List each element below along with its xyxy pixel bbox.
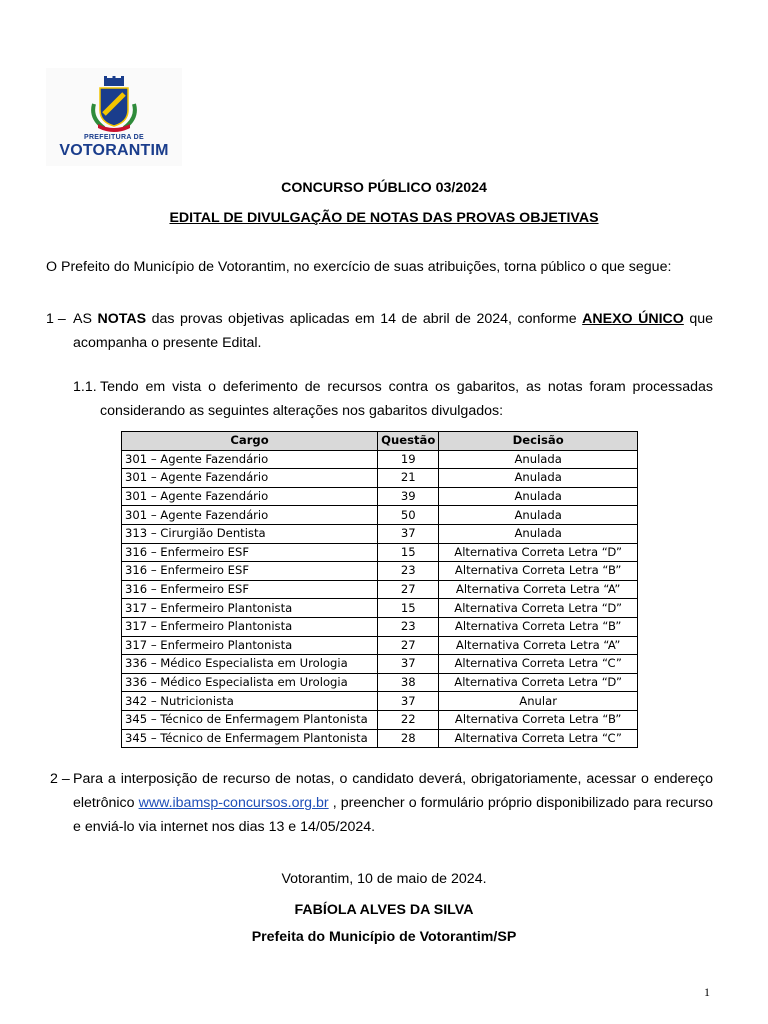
cell-cargo: 317 – Enfermeiro Plantonista	[122, 599, 378, 618]
cell-decisao: Anular	[439, 692, 638, 711]
item-1-paragraph	[73, 307, 713, 355]
cell-cargo: 317 – Enfermeiro Plantonista	[122, 617, 378, 636]
cell-decisao: Anulada	[439, 450, 638, 469]
table-row	[122, 562, 638, 581]
table-row	[122, 524, 638, 543]
cell-decisao: Anulada	[439, 524, 638, 543]
table-row	[122, 636, 638, 655]
cell-cargo: 313 – Cirurgião Dentista	[122, 524, 378, 543]
item-1-bold-anexo: ANEXO ÚNICO	[582, 311, 684, 327]
cell-decisao: Alternativa Correta Letra “C”	[439, 729, 638, 748]
table-row	[122, 655, 638, 674]
table-row	[122, 599, 638, 618]
cell-cargo: 301 – Agente Fazendário	[122, 450, 378, 469]
cell-questao: 19	[378, 450, 439, 469]
cell-questao: 23	[378, 617, 439, 636]
item-2-number: 2 –	[50, 771, 70, 787]
document-title: CONCURSO PÚBLICO 03/2024	[281, 180, 487, 196]
cell-decisao: Alternativa Correta Letra “A”	[439, 580, 638, 599]
table-row	[122, 487, 638, 506]
logo-prefeitura-text: PREFEITURA DE	[83, 134, 145, 141]
item-1-1-number: 1.1.	[73, 379, 97, 395]
cell-questao: 37	[378, 524, 439, 543]
cell-cargo: 316 – Enfermeiro ESF	[122, 562, 378, 581]
cell-cargo: 345 – Técnico de Enfermagem Plantonista	[122, 710, 378, 729]
item-1-text-c: que acompanha o presente Edital.	[73, 311, 714, 351]
cell-cargo: 336 – Médico Especialista em Urologia	[122, 673, 378, 692]
cell-questao: 38	[378, 673, 439, 692]
coat-of-arms-icon	[84, 74, 144, 134]
cell-decisao: Alternativa Correta Letra “B”	[439, 617, 638, 636]
intro-paragraph: O Prefeito do Município de Votorantim, no exercício de suas atribuições, torna público o que segue:	[46, 259, 672, 275]
cell-decisao: Anulada	[439, 506, 638, 525]
cell-questao: 28	[378, 729, 439, 748]
cell-cargo: 342 – Nutricionista	[122, 692, 378, 711]
cell-questao: 37	[378, 655, 439, 674]
table-row	[122, 506, 638, 525]
table-row	[122, 580, 638, 599]
signer-role: Prefeita do Município de Votorantim/SP	[251, 929, 517, 945]
cell-questao: 37	[378, 692, 439, 711]
signer-name: FABÍOLA ALVES DA SILVA	[294, 902, 474, 918]
cell-questao: 27	[378, 636, 439, 655]
ibamsp-website-link[interactable]: www.ibamsp-concursos.org.br	[138, 795, 329, 811]
cell-cargo: 301 – Agente Fazendário	[122, 487, 378, 506]
cell-cargo: 316 – Enfermeiro ESF	[122, 580, 378, 599]
cell-decisao: Alternativa Correta Letra “D”	[439, 599, 638, 618]
logo-city-name: VOTORANTIM	[59, 142, 169, 159]
cell-cargo: 301 – Agente Fazendário	[122, 469, 378, 488]
cell-cargo: 317 – Enfermeiro Plantonista	[122, 636, 378, 655]
cell-questao: 15	[378, 599, 439, 618]
cell-decisao: Alternativa Correta Letra “B”	[439, 710, 638, 729]
table-header-row	[122, 432, 638, 451]
document-date: Votorantim, 10 de maio de 2024.	[281, 871, 487, 887]
table-row	[122, 692, 638, 711]
page-number: 1	[704, 985, 710, 999]
table-row	[122, 450, 638, 469]
cell-decisao: Alternativa Correta Letra “A”	[439, 636, 638, 655]
table-row	[122, 710, 638, 729]
cell-questao: 27	[378, 580, 439, 599]
item-2-text-b: , preencher o formulário próprio disponibilizado para recurso e enviá-lo via internet nos dias 13 e 14/05/2024.	[73, 795, 714, 835]
table-body	[122, 450, 638, 748]
cell-decisao: Alternativa Correta Letra “D”	[439, 673, 638, 692]
cell-questao: 39	[378, 487, 439, 506]
cell-questao: 21	[378, 469, 439, 488]
cell-decisao: Alternativa Correta Letra “C”	[439, 655, 638, 674]
cell-decisao: Alternativa Correta Letra “B”	[439, 562, 638, 581]
cell-questao: 50	[378, 506, 439, 525]
cell-questao: 22	[378, 710, 439, 729]
header-cargo: Cargo	[122, 432, 378, 451]
item-2-paragraph	[73, 767, 713, 839]
document-subtitle: EDITAL DE DIVULGAÇÃO DE NOTAS DAS PROVAS OBJETIVAS	[169, 210, 599, 226]
item-1-bold-notas: NOTAS	[97, 311, 147, 327]
item-1-text-a: AS	[73, 311, 98, 327]
prefeitura-logo	[46, 68, 182, 166]
cell-decisao: Anulada	[439, 487, 638, 506]
cell-questao: 15	[378, 543, 439, 562]
item-2-text-a: Para a interposição de recurso de notas, o candidato deverá, obrigatoriamente, acessar o endereço eletrônico	[73, 771, 713, 811]
table-row	[122, 673, 638, 692]
cell-decisao: Anulada	[439, 469, 638, 488]
table-row	[122, 543, 638, 562]
cell-cargo: 345 – Técnico de Enfermagem Plantonista	[122, 729, 378, 748]
cell-cargo: 336 – Médico Especialista em Urologia	[122, 655, 378, 674]
cell-decisao: Alternativa Correta Letra “D”	[439, 543, 638, 562]
table-row	[122, 617, 638, 636]
cell-cargo: 316 – Enfermeiro ESF	[122, 543, 378, 562]
item-1-1-paragraph: Tendo em vista o deferimento de recursos contra os gabaritos, as notas foram processadas considerando as seguintes alterações nos gabaritos divulgados:	[100, 379, 713, 419]
header-questao: Questão	[378, 432, 439, 451]
table-row	[122, 469, 638, 488]
cell-cargo: 301 – Agente Fazendário	[122, 506, 378, 525]
gabarito-changes-table	[121, 431, 638, 748]
cell-questao: 23	[378, 562, 439, 581]
table-row	[122, 729, 638, 748]
header-decisao: Decisão	[439, 432, 638, 451]
item-1-text-b: das provas objetivas aplicadas em 14 de abril de 2024, conforme	[146, 311, 583, 327]
item-1-number: 1 –	[46, 311, 66, 327]
